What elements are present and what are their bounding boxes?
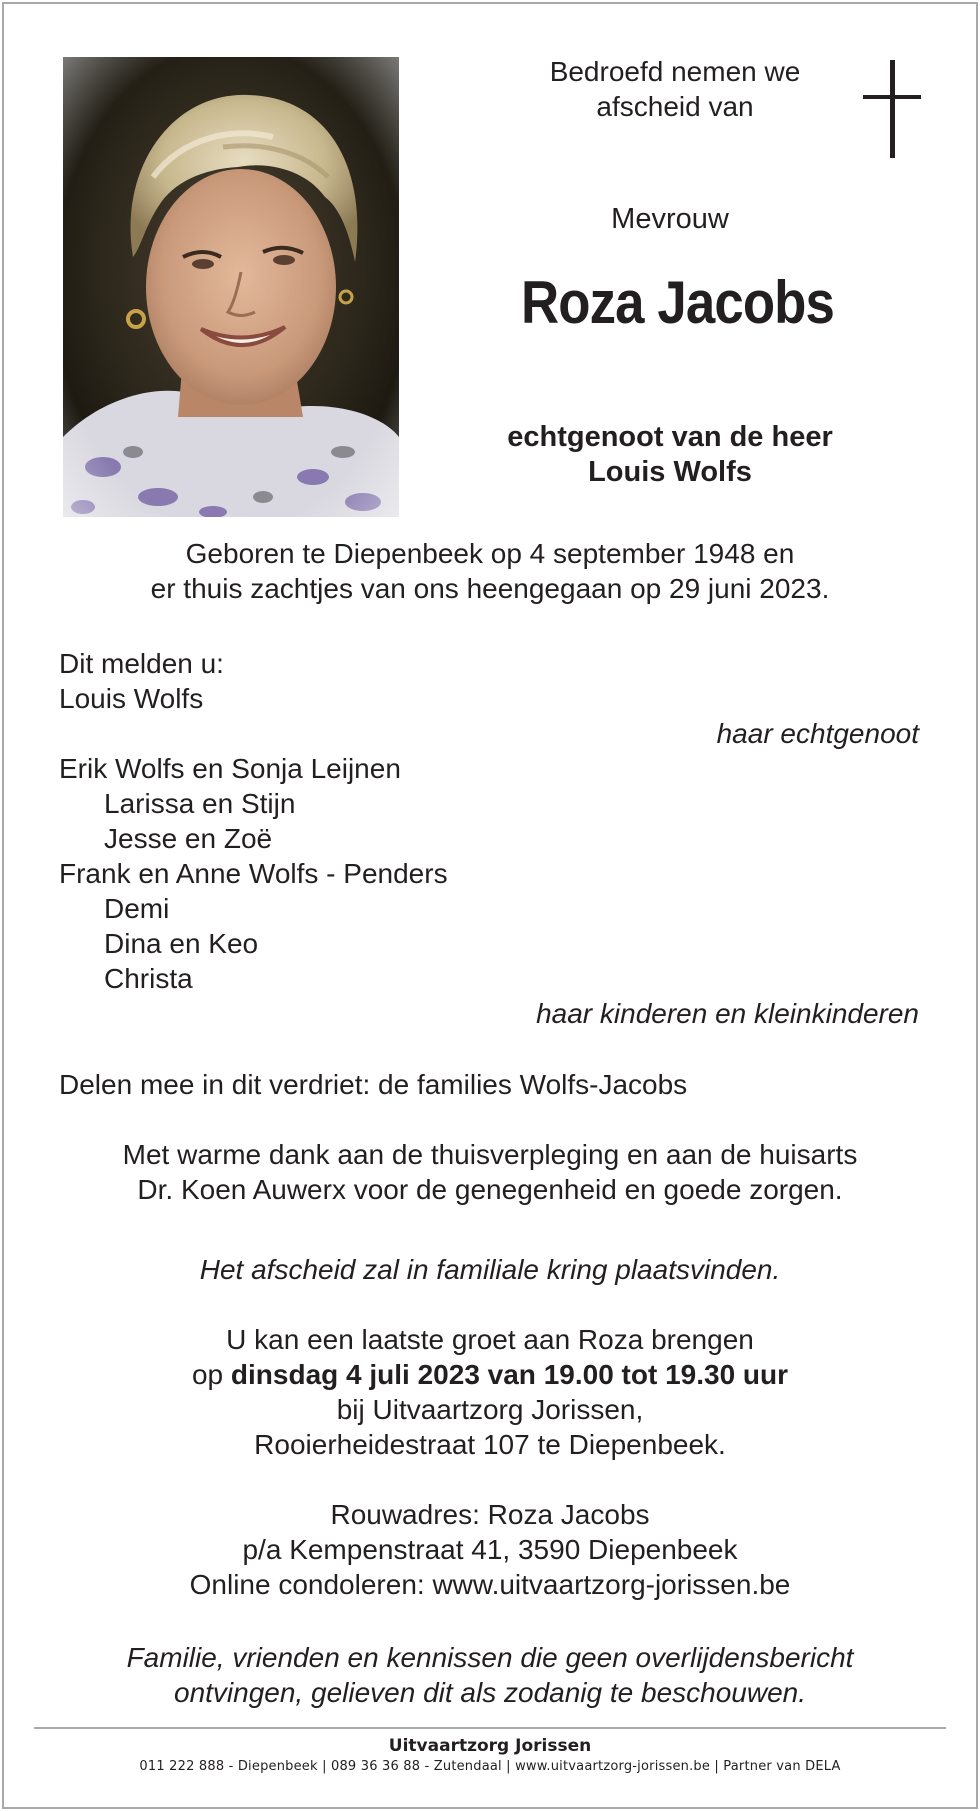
family-intro: Dit melden u: <box>59 648 224 679</box>
list-item: Demi <box>104 893 170 924</box>
thanks-line-2: Dr. Koen Auwerx voor de genegenheid en goede zorgen. <box>137 1174 843 1205</box>
address-line-2: p/a Kempenstraat 41, 3590 Diepenbeek <box>242 1534 738 1565</box>
visit-line-2 <box>0 1357 980 1392</box>
children-role: haar kinderen en kleinkinderen <box>536 998 919 1029</box>
farewell-text: Het afscheid zal in familiale kring plaatsvinden. <box>199 1254 781 1285</box>
visit-line-4: Rooierheidestraat 107 te Diepenbeek. <box>254 1429 726 1460</box>
birth-text <box>0 536 980 606</box>
spouse-text <box>440 420 900 490</box>
visit-line-3: bij Uitvaartzorg Jorissen, <box>336 1394 644 1425</box>
thanks-text <box>0 1137 980 1207</box>
closing-line-2: ontvingen, gelieven dit als zodanig te beschouwen. <box>174 1677 806 1708</box>
shared-grief: Delen mee in dit verdriet: de families Wolfs-Jacobs <box>59 1069 688 1100</box>
footer-info: 011 222 888 - Diepenbeek | 089 36 36 88 - Zutendaal | www.uitvaartzorg-jorissen.be | Partner van DELA <box>139 1759 841 1774</box>
footer-divider <box>34 1727 946 1729</box>
visit-line-2-prefix: op <box>191 1359 224 1390</box>
salutation: Mevrouw <box>611 203 729 235</box>
spouse-role: haar echtgenoot <box>716 718 919 749</box>
list-item: Dina en Keo <box>104 928 259 959</box>
list-item: Erik Wolfs en Sonja Leijnen <box>59 753 401 784</box>
address-line-3: Online condoleren: www.uitvaartzorg-jorissen.be <box>189 1569 791 1600</box>
portrait-photo <box>63 57 399 517</box>
spouse-line-2: Louis Wolfs <box>588 456 752 488</box>
footer-title: Uitvaartzorg Jorissen <box>388 1736 592 1756</box>
birth-line-2: er thuis zachtjes van ons heengegaan op 29 juni 2023. <box>150 573 830 604</box>
family-spouse: Louis Wolfs <box>59 683 204 714</box>
family-members-list <box>59 751 919 996</box>
birth-line-1: Geboren te Diepenbeek op 4 september 1948 en <box>185 538 795 569</box>
list-item: Christa <box>104 963 193 994</box>
visit-text <box>0 1322 980 1462</box>
intro-line-1: Bedroefd nemen we <box>549 56 801 87</box>
thanks-line-1: Met warme dank aan de thuisverpleging en aan de huisarts <box>122 1139 858 1170</box>
address-line-1: Rouwadres: Roza Jacobs <box>330 1499 650 1530</box>
intro-text <box>476 54 874 124</box>
address-text <box>0 1497 980 1602</box>
visit-line-1: U kan een laatste groet aan Roza brengen <box>226 1324 754 1355</box>
family-block <box>59 646 919 1031</box>
closing-line-1: Familie, vrienden en kennissen die geen overlijdensbericht <box>126 1642 854 1673</box>
deceased-name: Roza Jacobs <box>520 269 835 336</box>
list-item: Jesse en Zoë <box>104 823 273 854</box>
list-item: Frank en Anne Wolfs - Penders <box>59 858 448 889</box>
list-item: Larissa en Stijn <box>104 788 296 819</box>
spouse-line-1: echtgenoot van de heer <box>507 421 833 453</box>
closing-text <box>0 1640 980 1710</box>
visit-datetime: dinsdag 4 juli 2023 van 19.00 tot 19.30 uur <box>230 1359 789 1390</box>
intro-line-2: afscheid van <box>596 91 754 122</box>
